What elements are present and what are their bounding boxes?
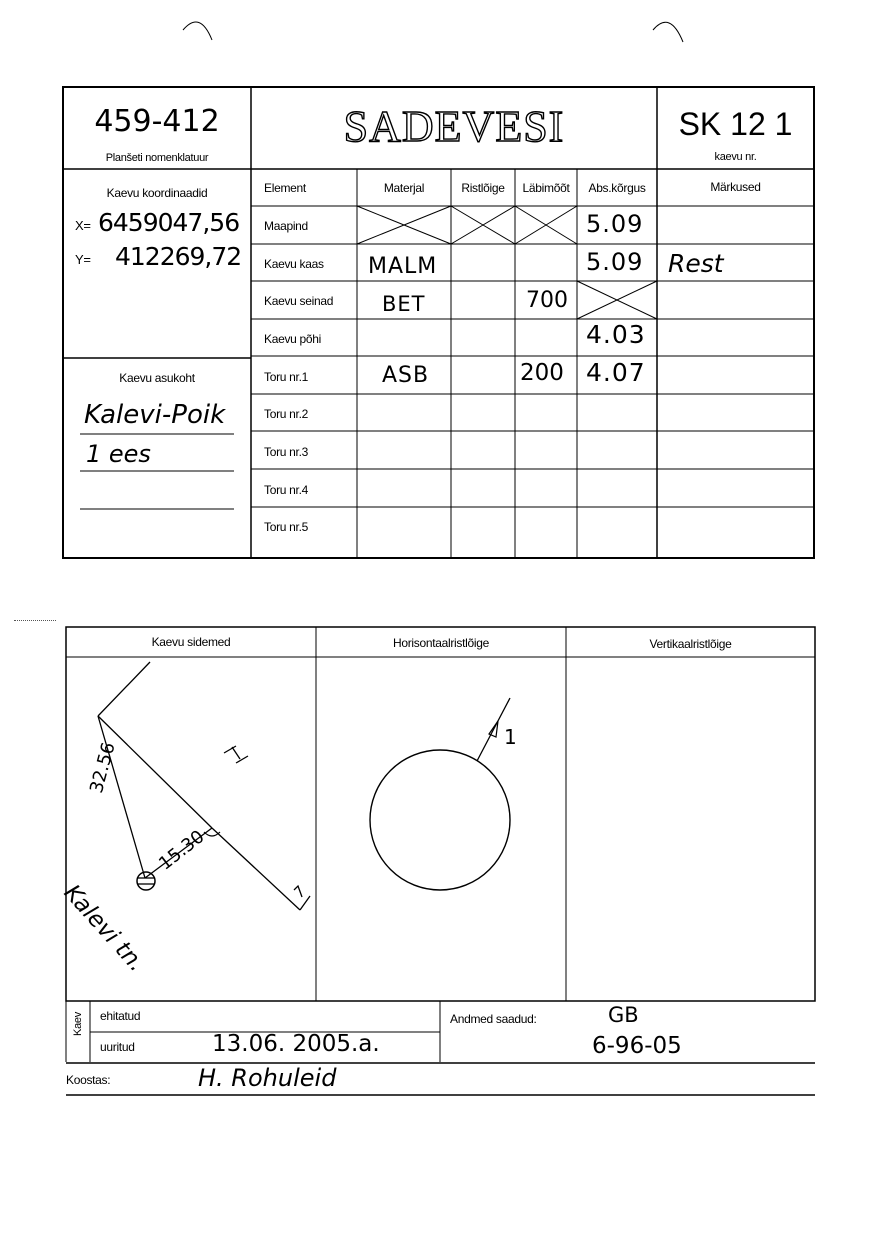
- dimension-b: 15.30: [155, 826, 209, 875]
- nomenclature-label: Planšeti nomenklatuur: [105, 152, 209, 164]
- y-label: Y=: [75, 252, 91, 267]
- row-element-label: Kaevu kaas: [264, 257, 324, 271]
- surveyed-value: 13.06. 2005.a.: [212, 1031, 380, 1057]
- row-abs-value: 5.09: [586, 210, 644, 238]
- data-received-value2: 6-96-05: [592, 1033, 682, 1059]
- location-label: Kaevu asukoht: [119, 371, 195, 385]
- coords-label: Kaevu koordinaadid: [106, 186, 208, 200]
- surveyed-label: uuritud: [100, 1040, 135, 1054]
- row-element-label: Toru nr.3: [264, 445, 308, 459]
- sketch-card: [0, 600, 874, 1120]
- data-received-value1: GB: [608, 1003, 639, 1027]
- row-element-label: Kaevu põhi: [264, 332, 322, 346]
- page-title: SADEVESI: [343, 102, 565, 151]
- x-label: X=: [75, 218, 91, 233]
- col-header-markused: Märkused: [710, 180, 761, 194]
- row-materjal-value: BET: [382, 292, 426, 316]
- row-labimoot-value: 700: [526, 288, 568, 313]
- row-abs-value: 4.03: [586, 320, 646, 349]
- card-grid: [0, 0, 874, 570]
- col-header-ristloige: Ristlõige: [461, 181, 505, 195]
- data-received-label: Andmed saadud:: [450, 1012, 537, 1026]
- col-header-labimoot: Läbimõõt: [522, 181, 570, 195]
- street-label: Kalevi tn.: [58, 880, 150, 978]
- col-header-materjal: Materjal: [383, 181, 425, 195]
- side-label: Kaev: [72, 1012, 84, 1036]
- col-header-horizontal: Horisontaalristlõige: [392, 636, 490, 650]
- col-header-abs: Abs.kõrgus: [588, 181, 646, 195]
- location-line2: 1 ees: [86, 440, 151, 468]
- location-line1: Kalevi-Poik: [84, 400, 226, 430]
- row-labimoot-value: 200: [520, 360, 564, 386]
- nomenclature-value: 459-412: [94, 104, 220, 139]
- row-element-label: Kaevu seinad: [264, 294, 334, 308]
- row-abs-value: 4.07: [586, 358, 646, 387]
- compiled-label: Koostas:: [66, 1073, 111, 1087]
- row-materjal-value: MALM: [368, 254, 438, 279]
- row-element-label: Maapind: [264, 219, 308, 233]
- col-header-element: Element: [264, 181, 306, 195]
- row-abs-value: 5.09: [586, 248, 644, 276]
- well-number-label: kaevu nr.: [714, 151, 757, 163]
- row-materjal-value: ASB: [382, 363, 430, 388]
- row-element-label: Toru nr.4: [264, 483, 308, 497]
- row-markused-value: Rest: [668, 249, 724, 278]
- row-element-label: Toru nr.2: [264, 407, 308, 421]
- row-element-label: Toru nr.5: [264, 520, 308, 534]
- well-number-value: SK 12 1: [678, 106, 793, 142]
- built-label: ehitatud: [100, 1009, 141, 1023]
- well-card: [0, 0, 874, 570]
- x-value: 6459047,56: [98, 208, 240, 237]
- row-element-label: Toru nr.1: [264, 370, 308, 384]
- col-header-connections: Kaevu sidemed: [151, 635, 231, 649]
- dimension-a: 32.56: [86, 740, 120, 796]
- col-header-vertical: Vertikaalristlõige: [649, 637, 732, 651]
- compiled-value: H. Rohuleid: [198, 1064, 337, 1092]
- pipe-mark-a: 1: [504, 725, 517, 749]
- y-value: 412269,72: [115, 242, 242, 271]
